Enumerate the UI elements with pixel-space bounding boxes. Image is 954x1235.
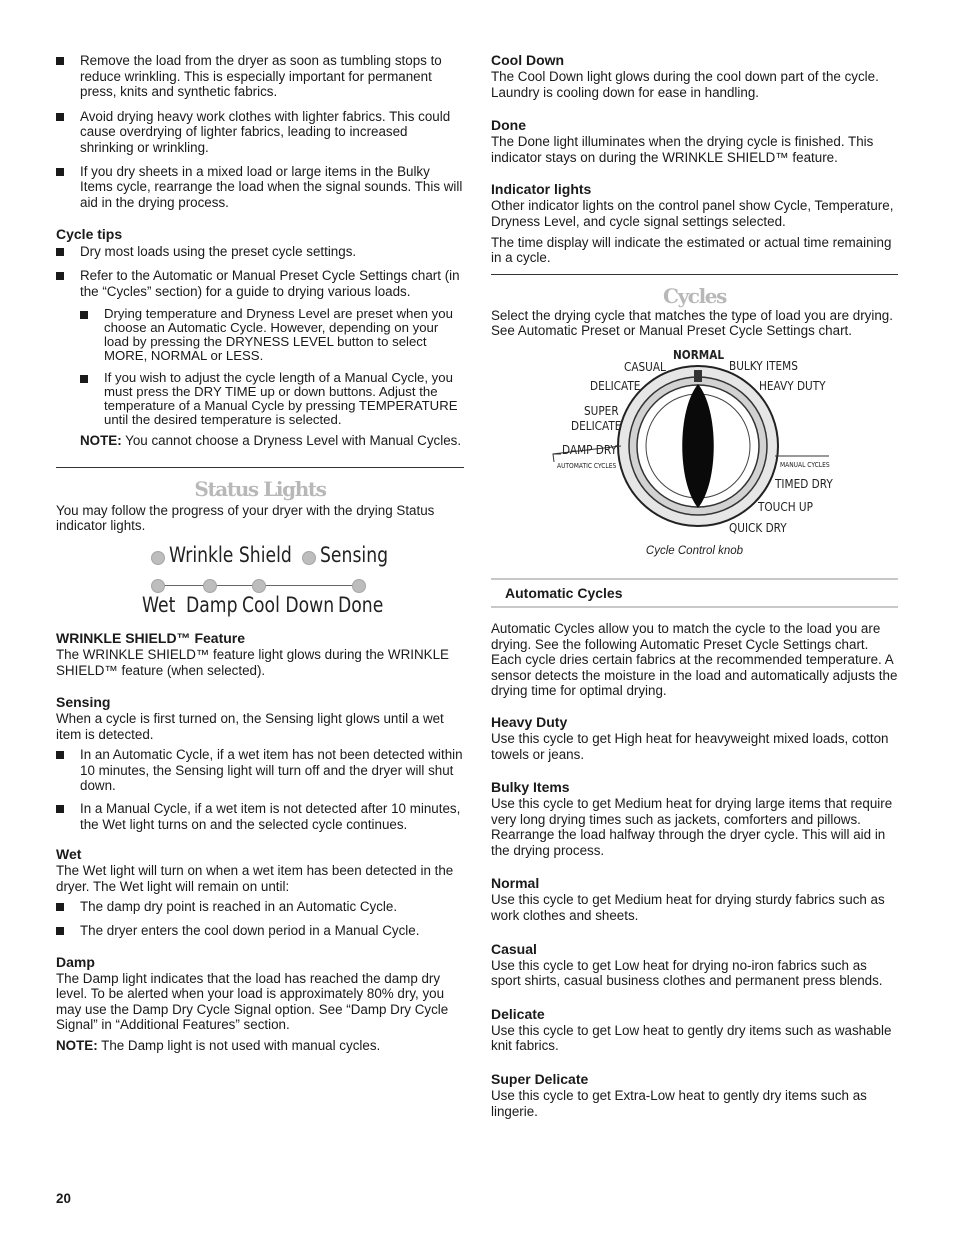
intro-bullet-list bbox=[56, 53, 464, 210]
cool-down-light-icon bbox=[252, 579, 266, 593]
automatic-cycles-text: Automatic Cycles allow you to match the cycle to the load you are drying. See the following Automatic Preset Cycle Settings chart. Each cycle dries certain fabrics at the recommended temperature. A sensor detects the moisture in the load and automatically adjusts the drying time for optimal drying. bbox=[491, 620, 898, 699]
wrinkle-shield-heading: WRINKLE SHIELD™ Feature bbox=[56, 629, 246, 646]
indicator-lights-text: Other indicator lights on the control panel show Cycle, Temperature, Dryness Level, and cycle signal settings selected. bbox=[491, 198, 894, 229]
wet-label: Wet bbox=[142, 592, 176, 617]
list-item: In a Manual Cycle, if a wet item is not detected after 10 minutes, the Wet light turns on and the selected cycle continues. bbox=[56, 801, 464, 832]
list-item: In an Automatic Cycle, if a wet item has not been detected within 10 minutes, the Sensing light will turn off and the dryer will shut down. bbox=[56, 747, 464, 794]
damp-light-icon bbox=[203, 579, 217, 593]
wrinkle-shield-label: Wrinkle Shield bbox=[169, 542, 292, 567]
cool-down-label: Cool Down bbox=[242, 592, 335, 617]
wet-list bbox=[56, 899, 464, 938]
page-number: 20 bbox=[56, 1191, 71, 1206]
note-label: NOTE: bbox=[80, 433, 122, 449]
time-display-text: The time display will indicate the estimated or actual time remaining in a cycle. bbox=[491, 234, 892, 266]
damp-note bbox=[56, 1038, 464, 1054]
right-column bbox=[491, 52, 898, 1124]
damp-label: Damp bbox=[186, 592, 238, 617]
done-heading: Done bbox=[491, 117, 526, 134]
knob-label-super: SUPER bbox=[584, 402, 619, 418]
section-divider bbox=[56, 467, 464, 468]
bulky-items-text: Use this cycle to get Medium heat for drying large items that require very long drying times such as jackets, comforters and pillows. Rearrange the load halfway through the dryer cycle. This will aid in the drying process. bbox=[491, 796, 893, 858]
section-divider bbox=[491, 274, 898, 275]
knob-label-bulky-items: BULKY ITEMS bbox=[729, 357, 798, 373]
list-item: Drying temperature and Dryness Level are preset when you choose an Automatic Cycle. However, depending on your load by pressing the DRYNESS LEVEL button to select MORE, NORMAL or LESS. bbox=[80, 307, 464, 363]
list-item: If you dry sheets in a mixed load or large items in the Bulky Items cycle, rearrange the load when the signal sounds. This will aid in the drying process. bbox=[56, 164, 464, 211]
list-item: Refer to the Automatic or Manual Preset Cycle Settings chart (in the “Cycles” section) for a guide to drying various loads. bbox=[56, 268, 464, 299]
list-item: If you wish to adjust the cycle length of a Manual Cycle, you must press the DRY TIME up or down buttons. Adjust the temperature of a Manual Cycle by pressing TEMPERATURE until the desired temperature is selected. bbox=[80, 371, 464, 427]
cycle-tips-list bbox=[56, 244, 464, 299]
left-column bbox=[56, 50, 464, 1059]
status-lights-title: Status Lights bbox=[194, 476, 326, 501]
knob-caption: Cycle Control knob bbox=[645, 544, 744, 557]
knob-label-normal: NORMAL bbox=[673, 346, 725, 362]
wrinkle-shield-light-icon bbox=[151, 551, 165, 565]
casual-text: Use this cycle to get Low heat for drying no-iron fabrics such as sport shirts, casual business clothes and permanent press blends. bbox=[491, 957, 883, 989]
knob-label-heavy-duty: HEAVY DUTY bbox=[759, 377, 826, 393]
heavy-duty-text: Use this cycle to get High heat for heavyweight mixed loads, cotton towels or jeans. bbox=[491, 730, 889, 762]
cycle-control-knob-figure bbox=[491, 346, 898, 562]
wet-light-icon bbox=[151, 579, 165, 593]
damp-text: The Damp light indicates that the load has reached the damp dry level. To be alerted when your load is approximately 80% dry, you may use the Damp Dry Cycle Signal option. See “Damp Dry Cycle Signal” in “Additional Features” section. bbox=[56, 970, 449, 1033]
knob-label-timed-dry: TIMED DRY bbox=[775, 475, 833, 491]
indicator-lights-heading: Indicator lights bbox=[491, 181, 592, 198]
sensing-label: Sensing bbox=[320, 542, 389, 567]
damp-heading: Damp bbox=[56, 953, 95, 970]
heavy-duty-heading: Heavy Duty bbox=[491, 713, 568, 730]
cycle-tips-sub-list bbox=[80, 307, 464, 427]
sensing-heading: Sensing bbox=[56, 694, 111, 711]
done-text: The Done light illuminates when the drying cycle is finished. This indicator stays on during the WRINKLE SHIELD™ feature. bbox=[491, 134, 874, 165]
sensing-text: When a cycle is first turned on, the Sensing light glows until a wet item is detected. bbox=[56, 711, 444, 742]
wet-heading: Wet bbox=[56, 846, 82, 863]
super-delicate-text: Use this cycle to get Extra-Low heat to gently dry items such as lingerie. bbox=[491, 1088, 867, 1119]
sensing-list bbox=[56, 747, 464, 832]
cool-down-heading: Cool Down bbox=[491, 52, 565, 68]
normal-text: Use this cycle to get Medium heat for drying sturdy fabrics such as work clothes and sheets. bbox=[491, 892, 885, 924]
cycle-tips-note bbox=[80, 433, 464, 449]
knob-label-quick-dry: QUICK DRY bbox=[729, 519, 787, 535]
wet-text: The Wet light will turn on when a wet item has been detected in the dryer. The Wet light will remain on until: bbox=[56, 863, 454, 894]
casual-heading: Casual bbox=[491, 940, 537, 957]
bulky-items-heading: Bulky Items bbox=[491, 779, 570, 796]
status-lights-intro: You may follow the progress of your dryer with the drying Status indicator lights. bbox=[56, 502, 435, 534]
wrinkle-shield-text: The WRINKLE SHIELD™ feature light glows during the WRINKLE SHIELD™ feature (when selected). bbox=[56, 646, 449, 678]
delicate-heading: Delicate bbox=[491, 1005, 545, 1022]
super-delicate-heading: Super Delicate bbox=[491, 1071, 589, 1088]
automatic-cycles-heading: Automatic Cycles bbox=[491, 578, 898, 608]
cycle-tips-heading: Cycle tips bbox=[56, 226, 123, 243]
knob-label-automatic-cycles: AUTOMATIC CYCLES bbox=[557, 461, 617, 470]
note-text: The Damp light is not used with manual cycles. bbox=[97, 1038, 381, 1053]
knob-label-touch-up: TOUCH UP bbox=[758, 498, 813, 514]
list-item: The damp dry point is reached in an Automatic Cycle. bbox=[56, 899, 464, 915]
knob-label-delicate: DELICATE bbox=[590, 377, 641, 393]
cycles-title: Cycles bbox=[663, 283, 726, 308]
list-item: Dry most loads using the preset cycle settings. bbox=[56, 244, 464, 260]
list-item: Remove the load from the dryer as soon as tumbling stops to reduce wrinkling. This is especially important for permanent press, knits and synthetic fabrics. bbox=[56, 53, 464, 100]
cycles-intro: Select the drying cycle that matches the type of load you are drying. See Automatic Preset or Manual Preset Cycle Settings chart. bbox=[491, 307, 893, 339]
note-label: NOTE: bbox=[56, 1038, 98, 1053]
cool-down-text: The Cool Down light glows during the cool down part of the cycle. Laundry is cooling down for ease in handling. bbox=[491, 69, 879, 100]
done-light-icon bbox=[352, 579, 366, 593]
sensing-light-icon bbox=[302, 551, 316, 565]
knob-label-casual: CASUAL bbox=[624, 358, 666, 374]
list-item: Avoid drying heavy work clothes with lighter fabrics. This could cause overdrying of lighter fabrics, leading to increased shrinking or wrinkling. bbox=[56, 109, 464, 156]
normal-heading: Normal bbox=[491, 875, 540, 892]
list-item: The dryer enters the cool down period in a Manual Cycle. bbox=[56, 923, 464, 939]
status-lights-panel bbox=[56, 542, 464, 620]
cycle-control-knob-icon bbox=[491, 350, 898, 562]
knob-label-manual-cycles: MANUAL CYCLES bbox=[780, 460, 830, 469]
done-label: Done bbox=[338, 592, 384, 617]
delicate-text: Use this cycle to get Low heat to gently dry items such as washable knit fabrics. bbox=[491, 1022, 892, 1054]
note-text: You cannot choose a Dryness Level with Manual Cycles. bbox=[121, 433, 462, 449]
knob-label-damp-dry: DAMP DRY bbox=[562, 441, 617, 457]
knob-label-super-delicate: DELICATE bbox=[571, 417, 622, 433]
